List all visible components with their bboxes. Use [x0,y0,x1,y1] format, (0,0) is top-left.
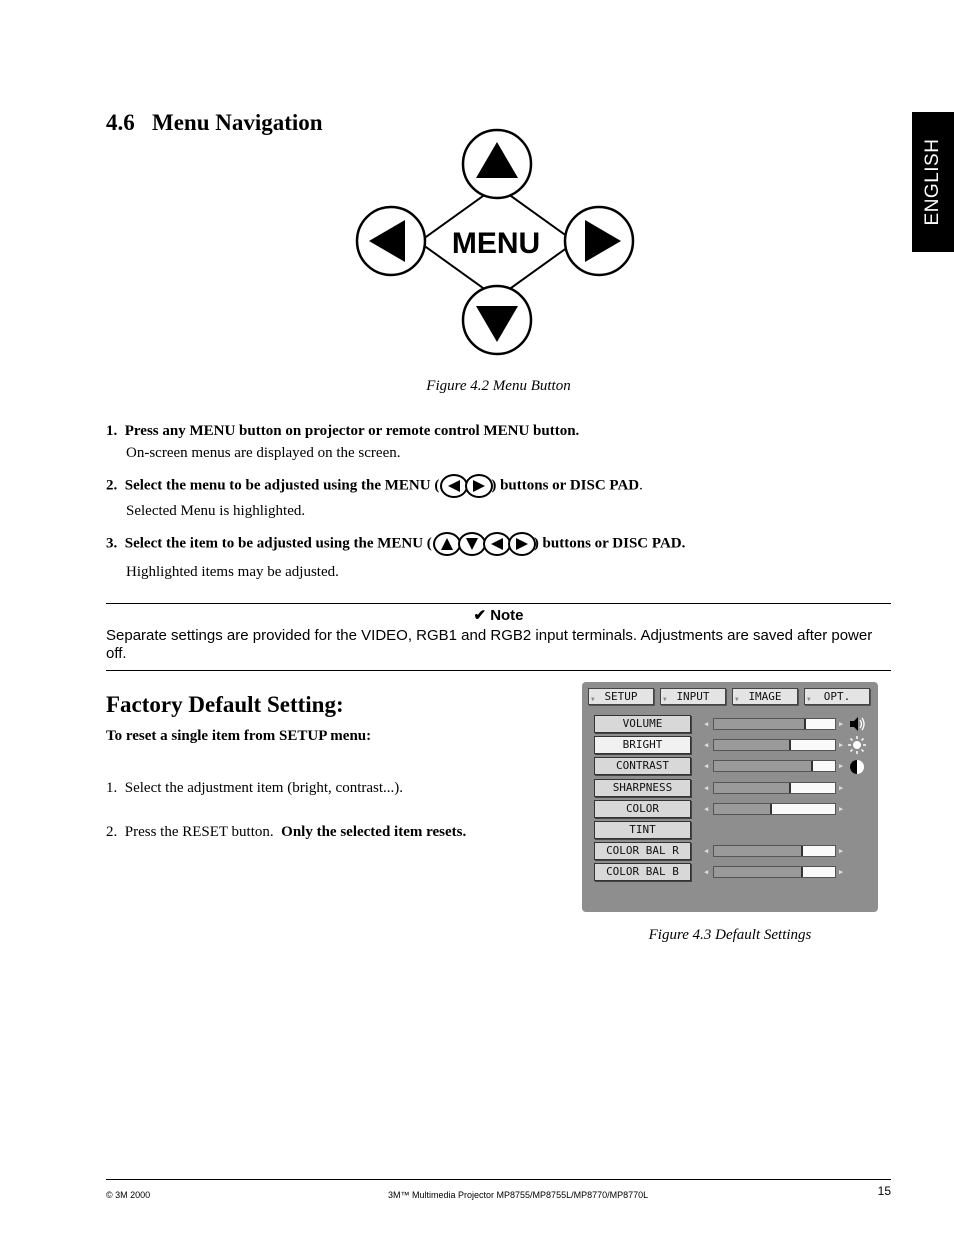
menu-up-button [463,130,531,198]
right-arrow-icon [472,479,486,493]
osd-tab-opt: ▼ OPT. [804,688,870,705]
osd-tab-input: ▼ INPUT [660,688,726,705]
factory-step-1: 1. Select the adjustment item (bright, contrast...). [106,780,404,796]
step-2 [106,474,643,498]
language-tab [912,112,954,252]
right-small-arrow-icon: ▶ [839,804,844,813]
factory-step-2-bold: Only the selected item resets. [281,824,467,840]
step-1-sub: On-screen menus are displayed on the screen. [126,445,401,461]
osd-setup-menu [582,682,878,912]
osd-item-volume: VOLUME [594,715,691,733]
step-1-text: 1. Press any MENU button on projector or remote control MENU button. [106,423,580,439]
osd-item-color-bal-b: COLOR BAL B [594,863,691,881]
osd-item-sharpness: SHARPNESS [594,779,691,797]
step-3-text-post: ) buttons or DISC PAD. [533,535,686,552]
menu-right-button [565,207,633,275]
figure-4-3-caption: Figure 4.3 Default Settings [648,927,812,943]
osd-level-fill [714,783,791,793]
right-small-arrow-icon: ▶ [839,720,844,728]
step-2-tail: . [639,477,643,494]
osd-level-bar [713,782,836,794]
down-round-button [458,532,486,556]
factory-default-subtitle: To reset a single item from SETUP menu: [106,728,372,744]
right-round-button [508,532,536,556]
left-small-arrow-icon: ◀ [704,847,709,856]
osd-level-bar [713,803,836,815]
osd-level-fill [714,867,803,877]
footer-copyright: © 3M 2000 [106,1190,151,1200]
sun-icon [848,736,866,754]
factory-step-2-text: 2. Press the RESET button. [106,824,282,840]
right-small-arrow-icon: ▶ [839,783,844,792]
osd-level-fill [714,846,803,856]
osd-item-bright: BRIGHT [594,736,691,754]
right-small-arrow-icon: ▶ [839,741,844,750]
tab-triangle-icon: ▼ [663,696,667,703]
left-small-arrow-icon: ◀ [704,868,709,877]
up-round-button [433,532,461,556]
up-arrow-icon [440,537,454,551]
figure-4-2-caption: Figure 4.2 Menu Button [426,378,571,394]
left-small-arrow-icon: ◀ [704,783,709,792]
osd-tab-image: ▼ IMAGE [732,688,798,705]
step-3-sub: Highlighted items may be adjusted. [126,564,339,580]
left-small-arrow-icon: ◀ [704,804,709,813]
osd-level-bar [713,739,836,751]
right-round-button [465,474,493,498]
factory-default-title: Factory Default Setting: [106,692,344,717]
osd-item-color: COLOR [594,800,691,818]
step-3-buttons [433,532,533,556]
tab-triangle-icon: ▼ [807,696,811,703]
left-small-arrow-icon: ◀ [704,762,709,771]
step-2-buttons [440,474,490,498]
left-arrow-icon [447,479,461,493]
right-small-arrow-icon: ▶ [839,847,844,856]
page-number: 15 [877,1184,891,1198]
note-body: Separate settings are provided for the VIDEO, RGB1 and RGB2 input terminals. Adjustments are saved after power off. [106,627,873,662]
contrast-icon [848,758,866,776]
tab-triangle-icon: ▼ [591,696,595,703]
osd-level-bar [713,866,836,878]
osd-level-fill [714,719,806,729]
right-arrow-icon [515,537,529,551]
left-round-button [483,532,511,556]
footer-product: 3M™ Multimedia Projector MP8755/MP8755L/MP8770/MP8770L [388,1190,649,1200]
osd-level-fill [714,761,813,771]
osd-item-color-bal-r: COLOR BAL R [594,842,691,860]
step-3 [106,532,685,556]
note-top-rule [106,603,891,604]
step-2-sub: Selected Menu is highlighted. [126,503,306,519]
step-1 [106,423,579,440]
osd-level-fill [714,804,772,814]
note-bottom-rule [106,670,891,671]
right-small-arrow-icon: ▶ [839,762,844,771]
osd-tab-setup: ▼ SETUP [588,688,654,705]
osd-level-bar [713,718,836,730]
speaker-icon [848,715,866,733]
step-2-text-pre: 2. Select the menu to be adjusted using the MENU ( [106,477,440,494]
osd-item-tint: TINT [594,821,691,839]
menu-down-button [463,286,531,354]
language-tab-label: ENGLISH [922,138,943,226]
footer-rule [106,1179,891,1180]
section-title: 4.6 Menu Navigation [106,110,323,135]
menu-button-diagram [355,128,639,356]
osd-level-fill [714,740,791,750]
right-small-arrow-icon: ▶ [839,868,844,877]
menu-left-button [357,207,425,275]
factory-step-2 [106,824,466,841]
step-3-text-pre: 3. Select the item to be adjusted using the MENU ( [106,535,432,552]
osd-level-bar [713,760,836,772]
left-small-arrow-icon: ◀ [704,741,709,750]
osd-item-contrast: CONTRAST [594,757,691,775]
step-2-text-post: ) buttons or DISC PAD [491,477,640,494]
left-arrow-icon [490,537,504,551]
note-heading: ✔ Note [473,607,524,624]
left-small-arrow-icon: ◀ [704,720,709,728]
tab-triangle-icon: ▼ [735,696,739,703]
down-arrow-icon [465,537,479,551]
menu-label: MENU [451,227,541,260]
left-round-button [440,474,468,498]
osd-level-bar [713,845,836,857]
